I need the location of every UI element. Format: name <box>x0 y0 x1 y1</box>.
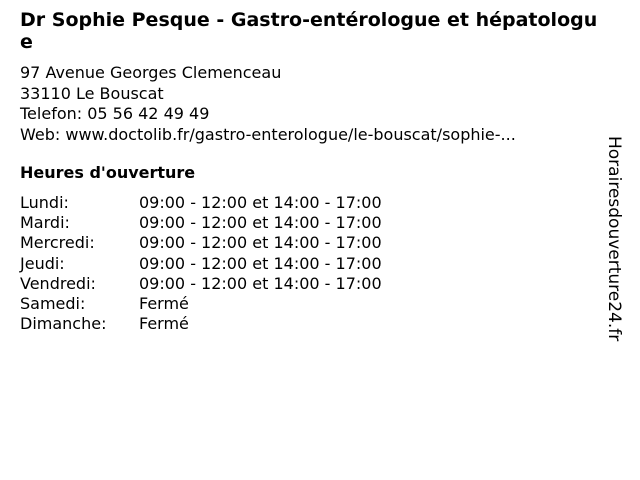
hours-row-saturday <box>20 294 382 314</box>
postal-city: 33110 Le Bouscat <box>20 83 164 103</box>
hours-row-friday <box>20 274 382 294</box>
street-address: 97 Avenue Georges Clemenceau <box>20 63 282 82</box>
hours-row-sunday <box>20 314 382 334</box>
time-value: 09:00 - 12:00 et 14:00 - 17:00 <box>139 213 382 233</box>
time-value: Fermé <box>139 314 189 334</box>
day-label: Mardi: <box>20 213 70 233</box>
phone-number: Telefon: 05 56 42 49 49 <box>20 104 210 123</box>
day-label: Lundi: <box>20 193 69 212</box>
time-value: 09:00 - 12:00 et 14:00 - 17:00 <box>139 273 382 293</box>
time-value: 09:00 - 12:00 et 14:00 - 17:00 <box>139 233 382 253</box>
hours-row-monday <box>20 193 382 213</box>
hours-row-tuesday <box>20 213 382 233</box>
time-value: 09:00 - 12:00 et 14:00 - 17:00 <box>139 253 382 273</box>
hours-row-thursday <box>20 254 382 274</box>
site-brand-text: Horairesdouverture24.fr <box>604 136 624 342</box>
address-block <box>20 63 516 145</box>
opening-hours-heading: Heures d'ouverture <box>20 163 196 182</box>
time-value: Fermé <box>139 294 189 314</box>
opening-hours-table <box>20 193 382 334</box>
hours-row-wednesday <box>20 233 382 253</box>
day-label: Samedi: <box>20 294 86 314</box>
day-label: Vendredi: <box>20 273 96 293</box>
day-label: Jeudi: <box>20 253 65 273</box>
page-title: Dr Sophie Pesque - Gastro-entérologue et hépatologue <box>20 9 598 53</box>
time-value: 09:00 - 12:00 et 14:00 - 17:00 <box>139 193 382 212</box>
day-label: Dimanche: <box>20 314 107 334</box>
website-link: Web: www.doctolib.fr/gastro-enterologue/le-bouscat/sophie-... <box>20 124 516 144</box>
day-label: Mercredi: <box>20 233 95 253</box>
